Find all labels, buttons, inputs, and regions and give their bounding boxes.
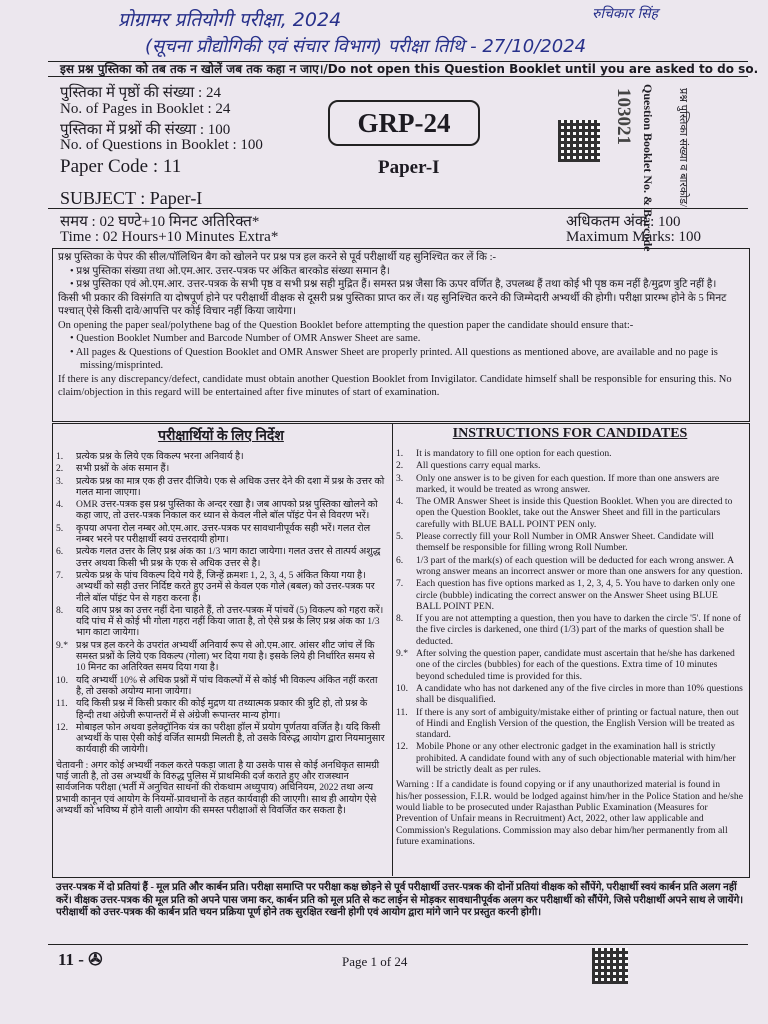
instruction-item [396, 613, 744, 647]
instruction-item [56, 698, 386, 721]
instruction-number: 12. [396, 741, 408, 753]
footer-code: 11 - ✇ [58, 950, 103, 969]
instruction-number: 1. [396, 448, 404, 459]
instruction-item [396, 707, 744, 741]
instruction-text: यदि अभ्यर्थी 10% से अधिक प्रश्नों में पांच विकल्पों में से कोई भी विकल्प अंकित नहीं करता है, तो उसको अयोग्य माना जायेगा। [76, 674, 378, 697]
page-number: Page 1 of 24 [342, 954, 408, 969]
instruction-text: प्रत्येक गलत उत्तर के लिए प्रश्न अंक का 1/3 भाग काटा जायेगा। गलत उत्तर से तात्पर्य अशुद्ध उत्तर अथवा किसी भी प्रश्न के एक से अधिक उत्तर से है। [76, 546, 381, 569]
instruction-text: Only one answer is to be given for each question. If more than one answers are marked, it would be treated as wrong answer. [416, 472, 720, 495]
footer-barcode [592, 948, 628, 984]
subject: SUBJECT : Paper-I [60, 188, 203, 208]
carbon-copy-note: उत्तर-पत्रक में दो प्रतियां हैं - मूल प्रति और कार्बन प्रति। परीक्षा समाप्ति पर परीक्षा कक्ष छोड़ने से पूर्व परीक्षार्थी उत्तर-पत्रक की दोनों प्रतियां वीक्षक को सौंपेंगे, परीक्षार्थी स्वयं कार्बन प्रति अलग नहीं करें। वीक्षक उत्तर-पत्रक की मूल प्रति को अपने पास जमा कर, कार्बन प्रति को मूल प्रति से कट लाईन से मोड़कर सावधानीपूर्वक अलग कर परीक्षार्थी को सौंपेंगे, जिसे परीक्षार्थी अपने साथ ले जायेंगे। परीक्षार्थी को उत्तर-पत्रक की कार्बन प्रति चयन प्रक्रिया पूर्ण होने तक सुरक्षित रखनी होगी एवं आयोग द्वारा मांगे जाने पर प्रस्तुत करनी होगी। [56, 882, 744, 919]
booklet-side-english: Question Booklet No. & Barcode [641, 84, 655, 252]
instruction-text: A candidate who has not darkened any of the five circles in more than 10% questions shall be disqualified. [416, 682, 743, 706]
hindi-warning: चेतावनी : अगर कोई अभ्यर्थी नकल करते पकड़ा जाता है या उसके पास से कोई अनधिकृत सामग्री पाई जाती है, तो उस अभ्यर्थी के विरुद्ध पुलिस में प्राथमिकी दर्ज कराते हुए और राजस्थान सार्वजनिक परीक्षा (भर्ती में अनुचित साधनों की रोकथाम अध्युपाय) अधिनियम, 2022 तथा अन्य प्रभावी कानून एवं आयोग के नियमों-प्रावधानों के तहत कार्यवाही की जाएगी। साथ ही आयोग ऐसे अभ्यर्थी को भविष्य में होने वाली आयोग की समस्त परीक्षाओं से विवर्जित कर सकता है। [56, 759, 380, 816]
hindi-instructions-title: परीक्षार्थियों के लिए निर्देश [158, 429, 284, 444]
instruction-number: 3. [396, 472, 404, 484]
instruction-text: Mobile Phone or any other electronic gadget in the examination hall is strictly prohibited. A candidate found with any of such objectionable material with him/her will be strictly dealt as per rules. [416, 741, 736, 776]
opening-instructions [58, 251, 744, 400]
instruction-item [56, 722, 386, 756]
warning-divider [48, 76, 748, 77]
instruction-item [56, 570, 386, 604]
english-instructions [396, 424, 744, 848]
instruction-item [56, 605, 386, 639]
instruction-text: OMR उत्तर-पत्रक इस प्रश्न पुस्तिका के अन्दर रखा है। जब आपको प्रश्न पुस्तिका खोलने को कहा जाए, तो उत्तर-पत्रक निकाल कर ध्यान से केवल नीले बॉल पॉइंट पेन से विवरण भरें। [76, 499, 378, 522]
opening-english-bullet-1: • Question Booklet Number and Barcode Number of OMR Answer Sheet are same. [70, 333, 421, 344]
instruction-number: 7. [56, 569, 64, 581]
english-warning: Warning : If a candidate is found copying or if any unauthorized material is found in his/her possession, F.I.R. would be lodged against him/her in the Police Station and he/she would liable to be prosecuted under Rajasthan Public Examination (Measures for Prevention of Unfair means in Recruitment) Act, 2022, other law applicable and Commission's Regulations. Commission may also debar him/her permanently from all future examinations. [396, 779, 743, 847]
instruction-item [56, 523, 386, 546]
instruction-number: 10. [396, 682, 408, 694]
instruction-number: 5. [56, 522, 64, 534]
instruction-text: 1/3 part of the mark(s) of each question will be deducted for each wrong answer. A wrong answer means an incorrect answer or more than one answers for any question. [416, 554, 743, 577]
instruction-item [396, 473, 744, 496]
instruction-number: 4. [56, 499, 64, 511]
instruction-number: 4. [396, 496, 404, 508]
pages-english: No. of Pages in Booklet : 24 [60, 101, 231, 117]
time-english: Time : 02 Hours+10 Minutes Extra* [60, 229, 279, 245]
instruction-number: 7. [396, 578, 404, 590]
instruction-text: यदि किसी प्रश्न में किसी प्रकार की कोई मुद्रण या तथ्यात्मक प्रकार की त्रुटि हो, तो प्रश्न के हिन्दी तथा अंग्रेजी रूपान्तरों में से अंग्रेजी रूपान्तर मान्य होगा। [76, 698, 368, 721]
handwritten-exam-title: प्रोग्रामर प्रतियोगी परीक्षा, 2024 [118, 9, 342, 31]
instruction-item [396, 648, 744, 682]
instruction-number: 9.* [56, 639, 68, 651]
time-hindi: समय : 02 घण्टे+10 मिनट अतिरिक्त* [60, 214, 260, 230]
opening-hindi-bullet-1: • प्रश्न पुस्तिका संख्या तथा ओ.एम.आर. उत्तर-पत्रक पर अंकित बारकोड संख्या समान है। [70, 265, 390, 277]
instruction-item [56, 499, 386, 522]
booklet-series-code: GRP-24 [328, 100, 480, 146]
instruction-item [396, 448, 744, 459]
instruction-text: प्रत्येक प्रश्न के लिये एक विकल्प भरना अनिवार्य है। [76, 451, 244, 462]
opening-hindi-note: किसी भी प्रकार की विसंगति या दोषपूर्ण होने पर परीक्षार्थी वीक्षक से दूसरी प्रश्न पुस्तिका प्राप्त कर लें। यह सुनिश्चित करने की जिम्मेदारी अभ्यर्थी की होगी। परीक्षा प्रारम्भ होने के 5 मिनट पश्चात् ऐसे किसी दावे/आपत्ति पर कोई विचार नहीं किया जायेगा। [58, 292, 727, 317]
instruction-number: 2. [56, 463, 64, 475]
instruction-item [56, 463, 386, 474]
paper-label: Paper-I [378, 157, 440, 178]
instruction-item [56, 451, 386, 462]
instruction-text: Each question has five options marked as 1, 2, 3, 4, 5. You have to darken only one circle (bubble) indicating the correct answer on the Answer Sheet using BLUE BALL POINT PEN. [416, 578, 735, 612]
instruction-item [56, 546, 386, 569]
instruction-number: 12. [56, 721, 68, 733]
instruction-number: 6. [56, 546, 64, 558]
instruction-text: यदि आप प्रश्न का उत्तर नहीं देना चाहते हैं, तो उत्तर-पत्रक में पांचवें (5) विकल्प को गहरा करें। यदि पांच में से कोई भी गोला गहरा नहीं किया जाता है, तो ऐसे प्रश्न के लिए प्रश्न अंक का 1/3 भाग काटा जायेगा। [76, 604, 384, 639]
instruction-number: 10. [56, 674, 68, 686]
instruction-item [396, 531, 744, 554]
max-marks-hindi: अधिकतम अंक : 100 [566, 214, 681, 230]
opening-hindi-intro: प्रश्न पुस्तिका के पेपर की सील/पॉलिथिन बैग को खोलने पर प्रश्न पत्र हल करने से पूर्व परीक्षार्थी यह सुनिश्चित कर लें कि :- [58, 252, 497, 263]
questions-english: No. of Questions in Booklet : 100 [60, 137, 263, 153]
instruction-item [396, 683, 744, 706]
instruction-text: प्रश्न पत्र हल करने के उपरांत अभ्यर्थी अनिवार्य रूप से ओ.एम.आर. आंसर शीट जांच लें कि समस्त प्रश्नों के लिये एक विकल्प (गोला) भर दिया गया है। इसके लिये ही निर्धारित समय से 10 मिनट का अतिरिक्त समय दिया गया है। [76, 639, 375, 674]
opening-english-intro: On opening the paper seal/polythene bag of the Question Booklet before attempting the question paper the candidate should ensure that:- [58, 319, 634, 331]
instruction-item [56, 640, 386, 674]
instruction-text: If there is any sort of ambiguity/mistake either of printing or factual nature, then out of Hindi and English Version of the question, the English Version will be treated as standard. [416, 706, 739, 741]
instruction-text: After solving the question paper, candidate must ascertain that he/she has darkened one of the circles (bubbles) for each of the questions. Extra time of 10 minutes beyond scheduled time is provided for this. [416, 648, 735, 682]
hindi-instructions-list [56, 451, 386, 756]
instruction-text: कृपया अपना रोल नम्बर ओ.एम.आर. उत्तर-पत्रक पर सावधानीपूर्वक सही भरें। गलत रोल नम्बर भरने पर परीक्षार्थी स्वयं उत्तरदायी होगा। [76, 522, 371, 546]
opening-english-note: If there is any discrepancy/defect, candidate must obtain another Question Booklet from Invigilator. Candidate himself shall be responsible for ensuring this. No claim/objection in this regard will be entertained after five minutes of start of examination. [58, 373, 732, 398]
instruction-number: 11. [396, 706, 408, 718]
column-divider [392, 423, 393, 876]
instruction-number: 11. [56, 698, 68, 710]
instruction-text: It is mandatory to fill one option for each question. [416, 448, 612, 459]
handwritten-signature: रुचिकार सिंह [592, 6, 658, 22]
instruction-number: 8. [396, 613, 404, 625]
handwritten-exam-date: (सूचना प्रौद्योगिकी एवं संचार विभाग) परीक्षा तिथि - 27/10/2024 [145, 36, 587, 57]
instruction-number: 8. [56, 604, 64, 616]
booklet-side-hindi: प्रश्न पुस्तिका संख्या व बारकोड/ [677, 88, 689, 208]
instruction-text: मोबाइल फोन अथवा इलेक्ट्रॉनिक यंत्र का परीक्षा हॉल में प्रयोग पूर्णतया वर्जित है। यदि किसी अभ्यर्थी के पास ऐसी कोई वर्जित सामग्री मिलती है, तो उसके विरुद्ध आयोग द्वारा नियमानुसार कार्यवाही की जायेगी। [76, 721, 385, 756]
instruction-item [56, 675, 386, 698]
instruction-text: If you are not attempting a question, then you have to darken the circle '5'. If none of the five circles is darkened, one third (1/3) part of the marks of question shall be deducted. [416, 613, 742, 647]
instruction-item [396, 578, 744, 612]
instruction-number: 6. [396, 554, 404, 566]
instruction-number: 2. [396, 460, 404, 472]
instruction-item [396, 741, 744, 775]
instruction-text: Please correctly fill your Roll Number in OMR Answer Sheet. Candidate will themself be responsible for filling wrong Roll Number. [416, 531, 714, 554]
instruction-text: The OMR Answer Sheet is inside this Question Booklet. When you are directed to open the Question Booklet, take out the Answer Sheet and fill in the particulars carefully with BLUE BALL POINT PEN only. [416, 496, 733, 530]
instruction-number: 5. [396, 531, 404, 543]
hindi-instructions [56, 424, 386, 817]
opening-english-bullet-2: • All pages & Questions of Question Booklet and OMR Answer Sheet are properly printed. All questions as mentioned above, are available and no page is missing/misprinted. [70, 346, 718, 371]
instruction-text: All questions carry equal marks. [416, 460, 541, 472]
instruction-item [396, 555, 744, 578]
instruction-number: 9.* [396, 648, 408, 660]
english-instructions-title: INSTRUCTIONS FOR CANDIDATES [452, 426, 688, 441]
questions-hindi: पुस्तिका में प्रश्नों की संख्या : 100 [60, 122, 231, 138]
english-instructions-list [396, 448, 744, 775]
pages-hindi: पुस्तिका में पृष्ठों की संख्या : 24 [60, 85, 221, 101]
footer-divider [48, 944, 748, 945]
do-not-open-warning: इस प्रश्न पुस्तिका को तब तक न खोलें जब तक कहा न जाए।/Do not open this Question Booklet until you are asked to do so. [60, 62, 759, 76]
instruction-number: 1. [56, 451, 64, 462]
instruction-text: प्रत्येक प्रश्न के पांच विकल्प दिये गये हैं, जिन्हें क्रमशः 1, 2, 3, 4, 5 अंकित किया गया है। अभ्यर्थी को सही उत्तर निर्दिष्ट करते हुए उनमें से केवल एक गोले (बबल) को उत्तर-पत्रक पर नीले बॉल पॉइंट पेन से गहरा करना है। [76, 569, 375, 604]
instruction-item [396, 496, 744, 530]
instruction-item [396, 460, 744, 471]
max-marks-english: Maximum Marks: 100 [566, 229, 701, 245]
instruction-text: सभी प्रश्नों के अंक समान हैं। [76, 463, 170, 475]
booklet-number: 103021 [613, 88, 634, 145]
instruction-item [56, 476, 386, 499]
opening-hindi-bullet-2: • प्रश्न पुस्तिका एवं ओ.एम.आर. उत्तर-पत्रक के सभी पृष्ठ व सभी प्रश्न सही मुद्रित हैं। समस्त प्रश्न जैसा कि ऊपर वर्णित है, उपलब्ध हैं तथा कोई भी पृष्ठ कम नहीं है/मुद्रण त्रुटि नहीं है। [70, 279, 717, 290]
paper-code: Paper Code : 11 [60, 156, 182, 177]
instruction-number: 3. [56, 475, 64, 487]
instruction-text: प्रत्येक प्रश्न का मात्र एक ही उत्तर दीजिये। एक से अधिक उत्तर देने की दशा में प्रश्न के उत्तर को गलत माना जाएगा। [76, 475, 385, 498]
barcode-image [558, 120, 600, 162]
